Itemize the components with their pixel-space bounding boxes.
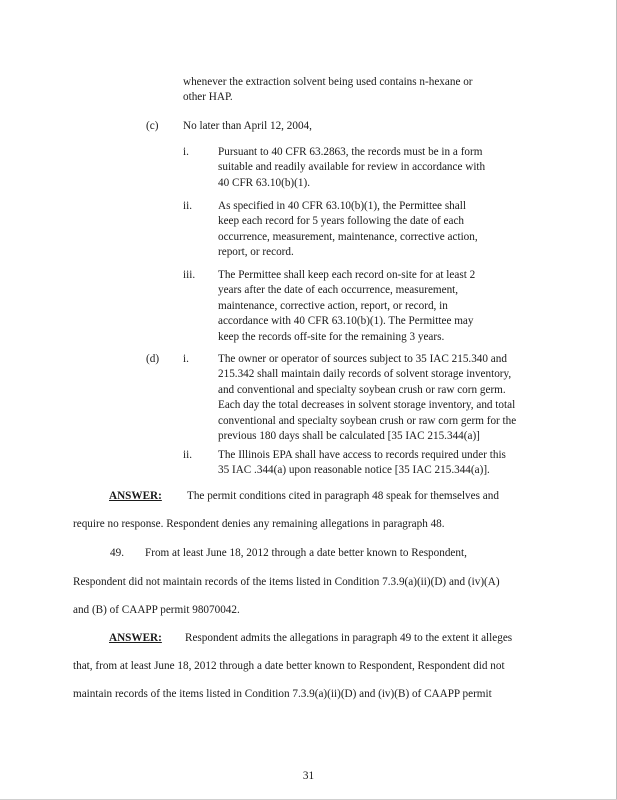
text-line: The Permittee shall keep each record on-site for at least 2 — [218, 269, 476, 281]
text-line: 40 CFR 63.10(b)(1). — [218, 176, 310, 189]
answer-heading: ANSWER: — [109, 490, 162, 502]
paragraph-text: and (B) of CAAPP permit 98070042. — [73, 604, 240, 616]
continued-text — [183, 75, 473, 106]
text-line: 215.342 shall maintain daily records of solvent storage inventory, — [218, 368, 512, 381]
text-line: keep each record for 5 years following the date of each — [218, 215, 465, 228]
text-line: years after the date of each occurrence, measurement, — [218, 284, 459, 297]
text-line: and conventional and specialty soybean crush or raw corn germ. — [218, 383, 506, 396]
text-line: The owner or operator of sources subject to 35 IAC 215.340 and — [218, 353, 507, 365]
answer-text: maintain records of the items listed in Condition 7.3.9(a)(ii)(D) and (iv)(B) of CAAPP permit — [73, 688, 492, 700]
answer-text: require no response. Respondent denies any remaining allegations in paragraph 48. — [73, 518, 445, 530]
text-line: conventional and specialty soybean crush or raw corn germ for the — [218, 414, 517, 427]
text-line: report, or record. — [218, 246, 294, 259]
text-line: maintenance, corrective action, report, or record, in — [218, 299, 448, 312]
item-c-ii-text — [218, 199, 478, 261]
item-number: iii. — [183, 269, 196, 281]
text-line: whenever the extraction solvent being used contains n-hexane or — [183, 76, 473, 88]
item-number: i. — [183, 353, 189, 365]
section-c-text: No later than April 12, 2004, — [183, 120, 312, 132]
text-line: previous 180 days shall be calculated [35 IAC 215.344(a)] — [218, 430, 480, 443]
paragraph-text: From at least June 18, 2012 through a date better known to Respondent, — [145, 547, 467, 559]
text-line: 35 IAC .344(a) upon reasonable notice [35 IAC 215.344(a)]. — [218, 464, 490, 477]
page-number: 31 — [302, 770, 315, 782]
item-number: ii. — [183, 200, 193, 212]
paragraph-text: Respondent did not maintain records of the items listed in Condition 7.3.9(a)(ii)(D) and (iv)(A) — [73, 576, 500, 588]
answer-text: Respondent admits the allegations in paragraph 49 to the extent it alleges — [185, 632, 513, 644]
item-number: ii. — [183, 449, 193, 461]
section-d-label: (d) — [146, 353, 160, 365]
item-c-i-text — [218, 145, 485, 191]
answer-text: The permit conditions cited in paragraph 48 speak for themselves and — [187, 490, 499, 502]
section-c-label: (c) — [146, 120, 159, 132]
paragraph-number: 49. — [110, 547, 124, 559]
text-line: The Illinois EPA shall have access to records required under this — [218, 449, 506, 461]
answer-heading: ANSWER: — [109, 632, 162, 644]
text-line: As specified in 40 CFR 63.10(b)(1), the Permittee shall — [218, 200, 466, 212]
text-line: occurrence, measurement, maintenance, corrective action, — [218, 230, 478, 243]
text-line: other HAP. — [183, 91, 233, 104]
item-d-i-text — [218, 352, 516, 444]
item-d-ii-text — [218, 448, 506, 479]
text-line: Each day the total decreases in solvent storage inventory, and total — [218, 399, 516, 412]
answer-text: that, from at least June 18, 2012 through a date better known to Respondent, Respondent did not — [73, 660, 505, 672]
text-line: accordance with 40 CFR 63.10(b)(1). The Permittee may — [218, 315, 474, 328]
text-line: suitable and readily available for review in accordance with — [218, 161, 486, 174]
item-number: i. — [183, 146, 189, 158]
text-line: Pursuant to 40 CFR 63.2863, the records must be in a form — [218, 146, 483, 158]
item-c-iii-text — [218, 268, 475, 345]
text-line: keep the records off-site for the remaining 3 years. — [218, 330, 445, 343]
